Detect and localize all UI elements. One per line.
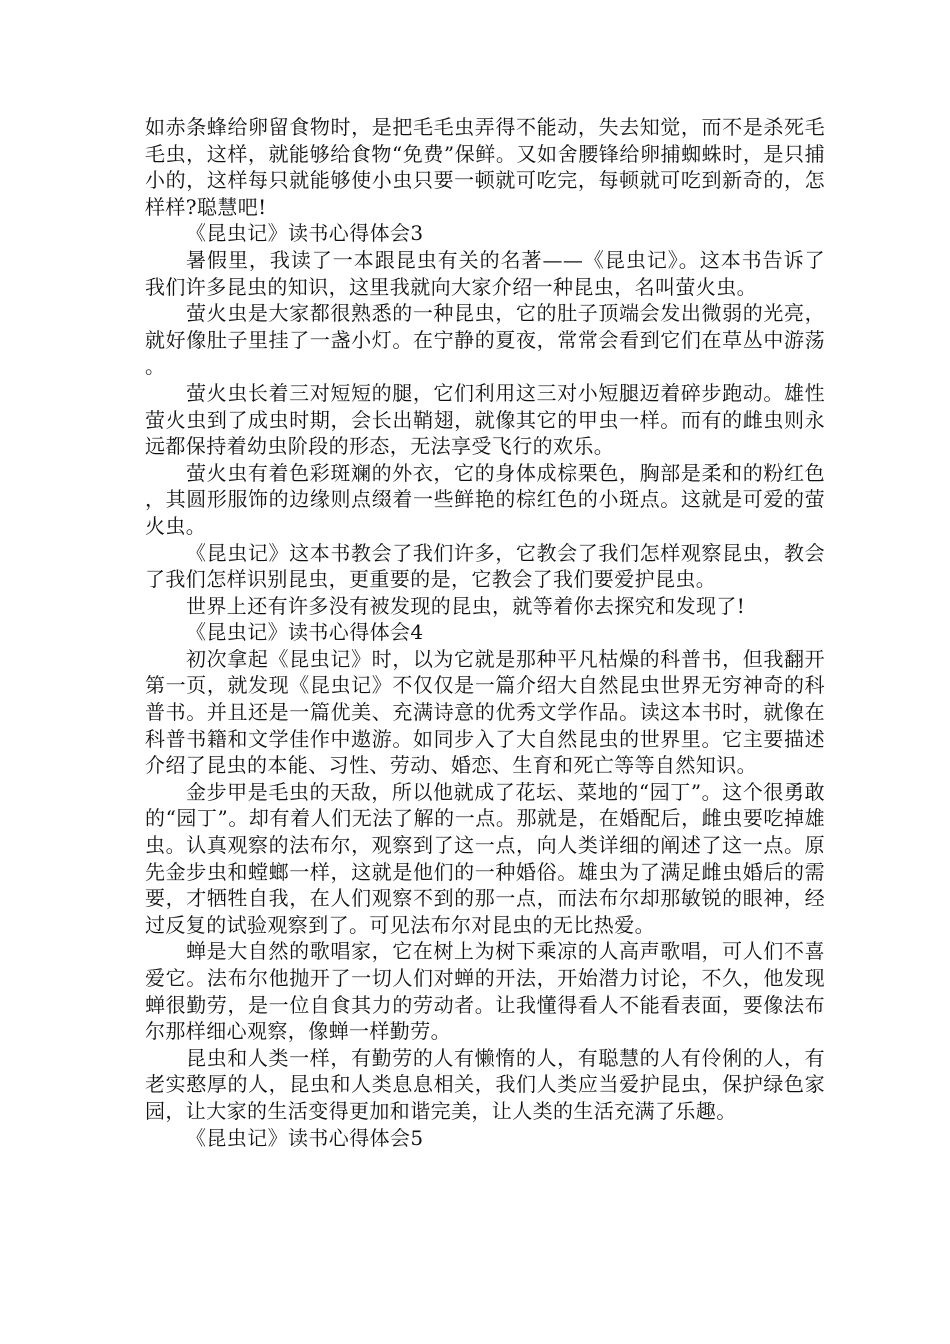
paragraph: 《昆虫记》这本书教会了我们许多，它教会了我们怎样观察昆虫，教会了我们怎样识别昆虫，更重要的是，它教会了我们要爱护昆虫。 [145,540,825,592]
paragraph: 昆虫和人类一样，有勤劳的人有懒惰的人，有聪慧的人有伶俐的人，有老实憨厚的人，昆虫和人类息息相关，我们人类应当爱护昆虫，保护绿色家园，让大家的生活变得更加和谐完美，让人类的生活充满了乐趣。 [145,1045,825,1123]
section-heading-3: 《昆虫记》读书心得体会3 [186,221,424,246]
paragraph: 萤火虫是大家都很熟悉的一种昆虫，它的肚子顶端会发出微弱的光亮，就好像肚子里挂了一盏小灯。在宁静的夏夜，常常会看到它们在草丛中游荡。 [145,301,825,379]
paragraph: 金步甲是毛虫的天敌，所以他就成了花坛、菜地的“园丁”。这个很勇敢的“园丁”。却有着人们无法了解的一点。那就是，在婚配后，雌虫要吃掉雄虫。认真观察的法布尔，观察到了这一点，向人类详细的阐述了这一点。原先金步虫和螳螂一样，这就是他们的一种婚俗。雄虫为了满足雌虫婚后的需要，才牺牲自我，在人们观察不到的那一点，而法布尔却那敏锐的眼神，经过反复的试验观察到了。可见法布尔对昆虫的无比热爱。 [145,779,825,937]
paragraph: 萤火虫长着三对短短的腿，它们利用这三对小短腿迈着碎步跑动。雄性萤火虫到了成虫时期，会长出鞘翅，就像其它的甲虫一样。而有的雌虫则永远都保持着幼虫阶段的形态，无法享受飞行的欢乐。 [145,380,825,459]
paragraph-continuation: 如赤条蜂给卵留食物时，是把毛毛虫弄得不能动，失去知觉，而不是杀死毛毛虫，这样，就能够给食物“免费”保鲜。又如舍腰锋给卵捕蜘蛛时，是只捕小的，这样每只就能够使小虫只要一顿就可吃完，每顿就可吃到新奇的，怎样样?聪慧吧! [145,115,825,219]
paragraph: 萤火虫有着色彩斑斓的外衣，它的身体成棕栗色，胸部是柔和的粉红色，其圆形服饰的边缘则点缀着一些鲜艳的棕红色的小斑点。这就是可爱的萤火虫。 [145,460,825,538]
paragraph: 暑假里，我读了一本跟昆虫有关的名著——《昆虫记》。这本书告诉了我们许多昆虫的知识，这里我就向大家介绍一种昆虫，名叫萤火虫。 [145,247,825,299]
paragraph: 初次拿起《昆虫记》时，以为它就是那种平凡枯燥的科普书，但我翻开第一页，就发现《昆虫记》不仅仅是一篇介绍大自然昆虫世界无穷神奇的科普书。并且还是一篇优美、充满诗意的优秀文学作品。读这本书时，就像在科普书籍和文学佳作中遨游。如同步入了大自然昆虫的世界里。它主要描述介绍了昆虫的本能、习性、劳动、婚恋、生育和死亡等等自然知识。 [145,646,825,778]
paragraph: 蝉是大自然的歌唱家，它在树上为树下乘凉的人高声歌唱，可人们不喜爱它。法布尔他抛开了一切人们对蝉的开法，开始潜力讨论，不久，他发现蝉很勤劳，是一位自食其力的劳动者。让我懂得看人不能看表面，要像法布尔那样细心观察，像蝉一样勤劳。 [145,939,825,1044]
section-heading-5: 《昆虫记》读书心得体会5 [186,1125,424,1150]
section-heading-4: 《昆虫记》读书心得体会4 [186,620,424,645]
document-page [145,114,825,1151]
paragraph: 世界上还有许多没有被发现的昆虫，就等着你去探究和发现了! [186,593,746,618]
